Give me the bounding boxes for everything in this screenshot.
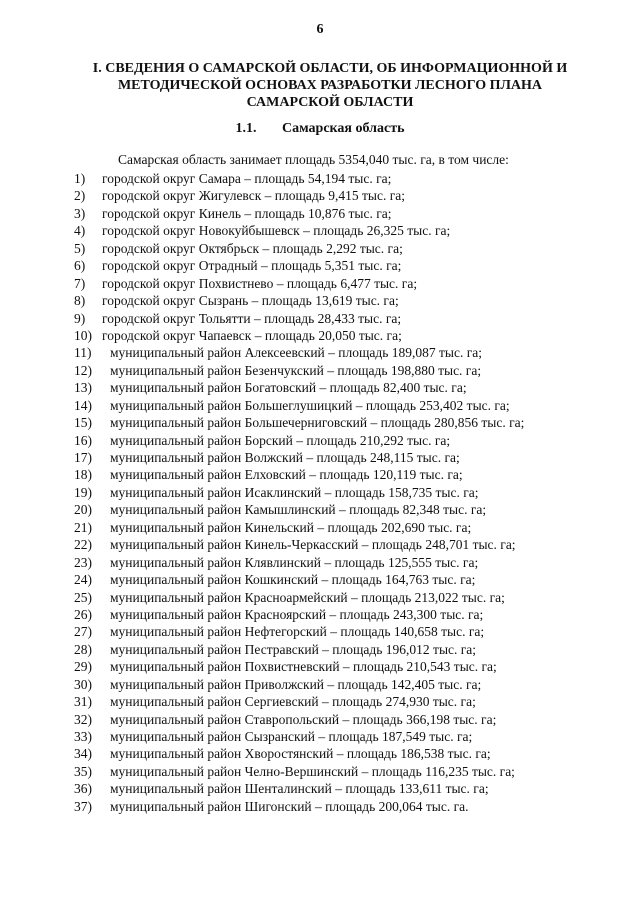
section-heading-line-2: МЕТОДИЧЕСКОЙ ОСНОВАХ РАЗРАБОТКИ ЛЕСНОГО ПЛАНА xyxy=(117,78,543,93)
list-item xyxy=(74,240,524,257)
list-item-number: 11) xyxy=(74,345,92,361)
list-item-number: 30) xyxy=(74,676,92,692)
section-heading-line-1: I. СВЕДЕНИЯ О САМАРСКОЙ ОБЛАСТИ, ОБ ИНФОРМАЦИОННОЙ И xyxy=(92,61,568,76)
list-item xyxy=(74,170,524,187)
list-item-text: городской округ Сызрань – площадь 13,619 тыс. га; xyxy=(102,293,399,309)
list-item-number: 9) xyxy=(74,310,86,326)
list-item xyxy=(74,623,524,640)
subsection-number: 1.1. xyxy=(235,121,257,136)
list-item xyxy=(74,432,524,449)
section-heading xyxy=(90,60,570,111)
list-item-text: муниципальный район Большечерниговский – площадь 280,856 тыс. га; xyxy=(110,415,525,431)
list-item-number: 25) xyxy=(74,589,92,605)
list-item-number: 6) xyxy=(74,258,86,274)
intro-paragraph: Самарская область занимает площадь 5354,040 тыс. га, в том числе: xyxy=(118,152,509,167)
list-item-text: муниципальный район Красноармейский – площадь 213,022 тыс. га; xyxy=(110,589,505,605)
list-item xyxy=(74,676,524,693)
list-item-number: 28) xyxy=(74,641,92,657)
list-item xyxy=(74,763,524,780)
list-item-text: муниципальный район Шенталинский – площадь 133,611 тыс. га; xyxy=(110,781,489,797)
list-item-number: 37) xyxy=(74,798,92,814)
district-list xyxy=(74,170,524,815)
list-item xyxy=(74,554,524,571)
list-item-number: 10) xyxy=(74,327,92,343)
list-item-number: 5) xyxy=(74,240,86,256)
list-item-text: муниципальный район Безенчукский – площадь 198,880 тыс. га; xyxy=(110,362,482,378)
list-item xyxy=(74,222,524,239)
list-item xyxy=(74,257,524,274)
list-item-number: 15) xyxy=(74,415,92,431)
list-item-number: 4) xyxy=(74,223,86,239)
list-item-number: 21) xyxy=(74,519,92,535)
section-heading-line-3: САМАРСКОЙ ОБЛАСТИ xyxy=(246,95,414,110)
list-item xyxy=(74,327,524,344)
list-item-text: городской округ Жигулевск – площадь 9,415 тыс. га; xyxy=(102,188,406,204)
list-item-number: 3) xyxy=(74,205,86,221)
list-item xyxy=(74,658,524,675)
list-item-text: городской округ Кинель – площадь 10,876 тыс. га; xyxy=(102,205,392,221)
list-item-text: муниципальный район Шигонский – площадь 200,064 тыс. га. xyxy=(110,798,469,814)
list-item xyxy=(74,571,524,588)
list-item-number: 36) xyxy=(74,781,92,797)
list-item-number: 24) xyxy=(74,572,92,588)
list-item-text: муниципальный район Сергиевский – площадь 274,930 тыс. га; xyxy=(110,694,476,710)
list-item-number: 19) xyxy=(74,484,92,500)
list-item-number: 26) xyxy=(74,606,92,622)
list-item xyxy=(74,205,524,222)
list-item xyxy=(74,798,524,815)
list-item xyxy=(74,501,524,518)
list-item xyxy=(74,606,524,623)
list-item-text: муниципальный район Кинельский – площадь 202,690 тыс. га; xyxy=(110,519,472,535)
list-item-text: городской округ Чапаевск – площадь 20,050 тыс. га; xyxy=(102,327,402,343)
list-item xyxy=(74,362,524,379)
list-item-number: 8) xyxy=(74,293,86,309)
list-item-number: 22) xyxy=(74,537,92,553)
list-item xyxy=(74,292,524,309)
list-item xyxy=(74,379,524,396)
list-item-number: 31) xyxy=(74,694,92,710)
list-item xyxy=(74,745,524,762)
list-item-number: 23) xyxy=(74,554,92,570)
list-item xyxy=(74,589,524,606)
list-item xyxy=(74,397,524,414)
list-item-number: 7) xyxy=(74,275,86,291)
list-item-text: муниципальный район Приволжский – площадь 142,405 тыс. га; xyxy=(110,676,482,692)
subsection-heading xyxy=(0,121,640,137)
list-item-number: 16) xyxy=(74,432,92,448)
list-item-text: городской округ Отрадный – площадь 5,351 тыс. га; xyxy=(102,258,402,274)
list-item xyxy=(74,519,524,536)
list-item-text: муниципальный район Похвистневский – площадь 210,543 тыс. га; xyxy=(110,659,497,675)
subsection-title: Самарская область xyxy=(282,121,405,136)
list-item-text: городской округ Тольятти – площадь 28,433 тыс. га; xyxy=(102,310,402,326)
list-item-number: 32) xyxy=(74,711,92,727)
list-item-number: 2) xyxy=(74,188,86,204)
list-item-number: 27) xyxy=(74,624,92,640)
list-item-number: 18) xyxy=(74,467,92,483)
list-item xyxy=(74,693,524,710)
list-item-number: 20) xyxy=(74,502,92,518)
list-item-text: муниципальный район Исаклинский – площадь 158,735 тыс. га; xyxy=(110,484,479,500)
list-item xyxy=(74,187,524,204)
list-item-number: 13) xyxy=(74,380,92,396)
list-item-text: муниципальный район Большеглушицкий – площадь 253,402 тыс. га; xyxy=(110,397,510,413)
list-item-text: муниципальный район Красноярский – площадь 243,300 тыс. га; xyxy=(110,606,484,622)
list-item xyxy=(74,728,524,745)
page-number: 6 xyxy=(316,22,324,37)
list-item xyxy=(74,466,524,483)
list-item-text: муниципальный район Клявлинский – площадь 125,555 тыс. га; xyxy=(110,554,479,570)
list-item-number: 12) xyxy=(74,362,92,378)
list-item xyxy=(74,711,524,728)
list-item-text: муниципальный район Кошкинский – площадь 164,763 тыс. га; xyxy=(110,572,476,588)
list-item xyxy=(74,641,524,658)
list-item-text: муниципальный район Камышлинский – площадь 82,348 тыс. га; xyxy=(110,502,487,518)
list-item xyxy=(74,414,524,431)
list-item-number: 14) xyxy=(74,397,92,413)
list-item xyxy=(74,536,524,553)
list-item-text: муниципальный район Алексеевский – площадь 189,087 тыс. га; xyxy=(110,345,483,361)
list-item-text: муниципальный район Челно-Вершинский – площадь 116,235 тыс. га; xyxy=(110,763,515,779)
list-item-text: муниципальный район Богатовский – площадь 82,400 тыс. га; xyxy=(110,380,467,396)
list-item xyxy=(74,310,524,327)
list-item-text: муниципальный район Нефтегорский – площадь 140,658 тыс. га; xyxy=(110,624,485,640)
list-item xyxy=(74,275,524,292)
list-item xyxy=(74,344,524,361)
list-item-number: 35) xyxy=(74,763,92,779)
list-item-number: 29) xyxy=(74,659,92,675)
list-item-text: муниципальный район Елховский – площадь 120,119 тыс. га; xyxy=(110,467,463,483)
list-item-text: городской округ Октябрьск – площадь 2,292 тыс. га; xyxy=(102,240,403,256)
list-item xyxy=(74,484,524,501)
list-item xyxy=(74,449,524,466)
list-item-text: муниципальный район Хворостянский – площадь 186,538 тыс. га; xyxy=(110,746,491,762)
list-item-number: 17) xyxy=(74,450,92,465)
list-item-text: городской округ Самара – площадь 54,194 тыс. га; xyxy=(102,171,392,186)
list-item-text: городской округ Новокуйбышевск – площадь 26,325 тыс. га; xyxy=(102,223,451,239)
list-item-number: 1) xyxy=(74,171,86,186)
list-item xyxy=(74,780,524,797)
list-item-number: 34) xyxy=(74,746,92,762)
list-item-text: муниципальный район Борский – площадь 210,292 тыс. га; xyxy=(110,432,451,448)
list-item-number: 33) xyxy=(74,729,92,744)
list-item-text: муниципальный район Ставропольский – площадь 366,198 тыс. га; xyxy=(110,711,497,727)
list-item-text: муниципальный район Пестравский – площадь 196,012 тыс. га; xyxy=(110,641,477,657)
list-item-text: муниципальный район Волжский – площадь 248,115 тыс. га; xyxy=(110,450,460,465)
list-item-text: муниципальный район Кинель-Черкасский – площадь 248,701 тыс. га; xyxy=(110,537,516,553)
list-item-text: городской округ Похвистнево – площадь 6,477 тыс. га; xyxy=(102,275,418,291)
list-item-text: муниципальный район Сызранский – площадь 187,549 тыс. га; xyxy=(110,729,473,744)
